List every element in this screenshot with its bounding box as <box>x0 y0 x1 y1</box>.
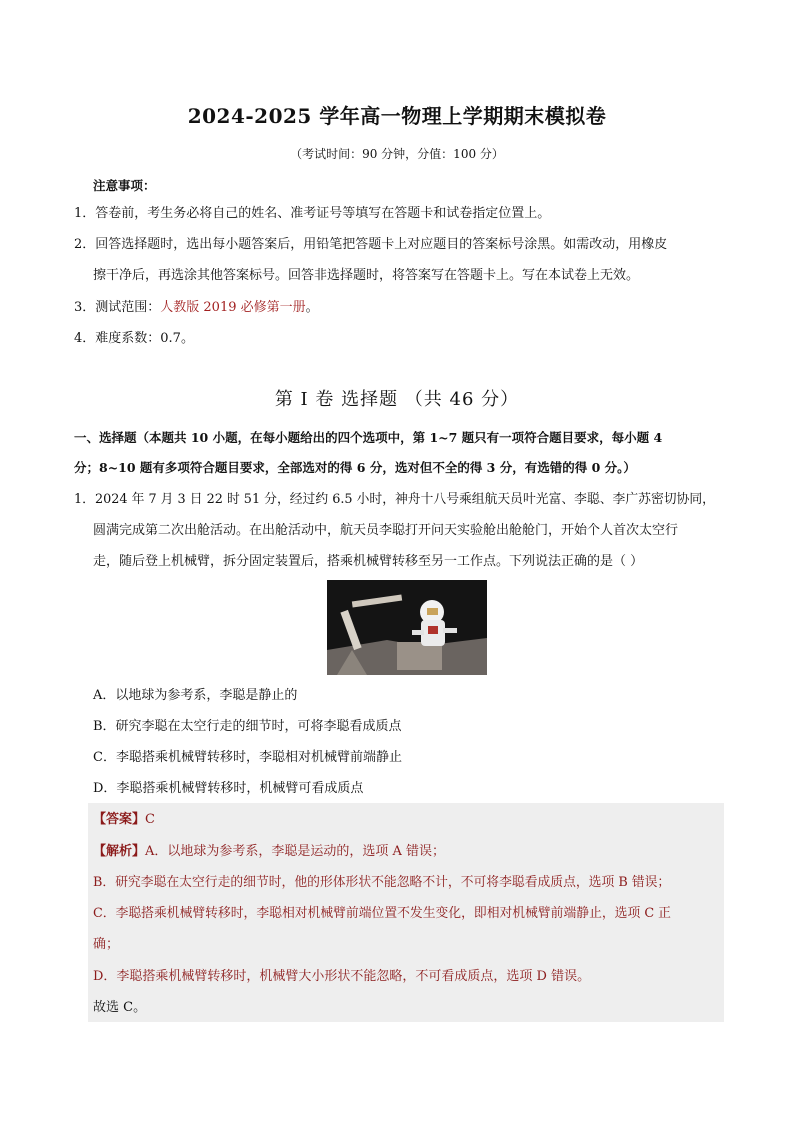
page-title: 2024-2025 学年高一物理上学期期末模拟卷 <box>187 104 607 128</box>
analysis-a-line <box>93 842 445 862</box>
option-a: A．以地球为参考系，李聪是静止的 <box>93 688 298 703</box>
astronaut-photo <box>327 580 487 675</box>
analysis-c-1: C．李聪搭乘机械臂转移时，李聪相对机械臂前端位置不发生变化，即相对机械臂前端静止，选项 C 正 <box>93 906 671 921</box>
notice-item-3 <box>74 298 319 318</box>
question-1-stem-2: 圆满完成第二次出舱活动。在出舱活动中，航天员李聪打开问天实验舱出舱舱门，开始个人首次太空行 <box>93 523 679 538</box>
section-instruction-1: 一、选择题（本题共 10 小题，在每小题给出的四个选项中，第 1~7 题只有一项符合题目要求，每小题 4 <box>74 430 663 445</box>
conclusion: 故选 C。 <box>93 1000 147 1015</box>
notice-item-3-label: 3．测试范围： <box>74 300 161 315</box>
answer-value: C <box>145 812 155 827</box>
notice-item-3-end: 。 <box>305 300 319 315</box>
notice-heading: 注意事项： <box>93 178 156 193</box>
test-scope: 人教版 2019 必修第一册 <box>160 300 306 315</box>
astronaut-on-robotic-arm-image <box>327 580 487 675</box>
analysis-d: D．李聪搭乘机械臂转移时，机械臂大小形状不能忽略，不可看成质点，选项 D 错误。 <box>93 969 591 984</box>
analysis-a: A．以地球为参考系，李聪是运动的，选项 A 错误； <box>145 844 446 859</box>
answer-label: 【答案】 <box>93 812 146 827</box>
option-d: D．李聪搭乘机械臂转移时，机械臂可看成质点 <box>93 781 364 796</box>
answer-line <box>93 810 155 830</box>
option-c: C．李聪搭乘机械臂转移时，李聪相对机械臂前端静止 <box>93 750 402 765</box>
option-b: B．研究李聪在太空行走的细节时，可将李聪看成质点 <box>93 719 402 734</box>
notice-item-4: 4．难度系数：0.7。 <box>74 331 194 346</box>
section-title: 第 I 卷 选择题 （共 46 分） <box>274 389 520 410</box>
question-1-stem-1: 1．2024 年 7 月 3 日 22 时 51 分，经过约 6.5 小时，神舟十八号乘组航天员叶光富、李聪、李广苏密切协同， <box>74 492 715 507</box>
notice-item-2: 2．回答选择题时，选出每小题答案后，用铅笔把答题卡上对应题目的答案标号涂黑。如需改动，用橡皮 <box>74 237 668 252</box>
analysis-label: 【解析】 <box>93 844 146 859</box>
exam-info: （考试时间：90 分钟，分值：100 分） <box>290 147 504 161</box>
section-instruction-2: 分；8~10 题有多项符合题目要求，全部选对的得 6 分，选对但不全的得 3 分，有选错的得 0 分。） <box>74 460 636 475</box>
analysis-b: B．研究李聪在太空行走的细节时，他的形体形状不能忽略不计，不可将李聪看成质点，选项 B 错误； <box>93 875 671 890</box>
notice-item-1: 1．答卷前，考生务必将自己的姓名、准考证号等填写在答题卡和试卷指定位置上。 <box>74 206 551 221</box>
analysis-c-2: 确； <box>93 937 120 952</box>
notice-item-2-cont: 擦干净后，再选涂其他答案标号。回答非选择题时，将答案写在答题卡上。写在本试卷上无效。 <box>93 268 640 283</box>
question-1-stem-3: 走，随后登上机械臂，拆分固定装置后，搭乘机械臂转移至另一工作点。下列说法正确的是（ ） <box>93 554 644 569</box>
